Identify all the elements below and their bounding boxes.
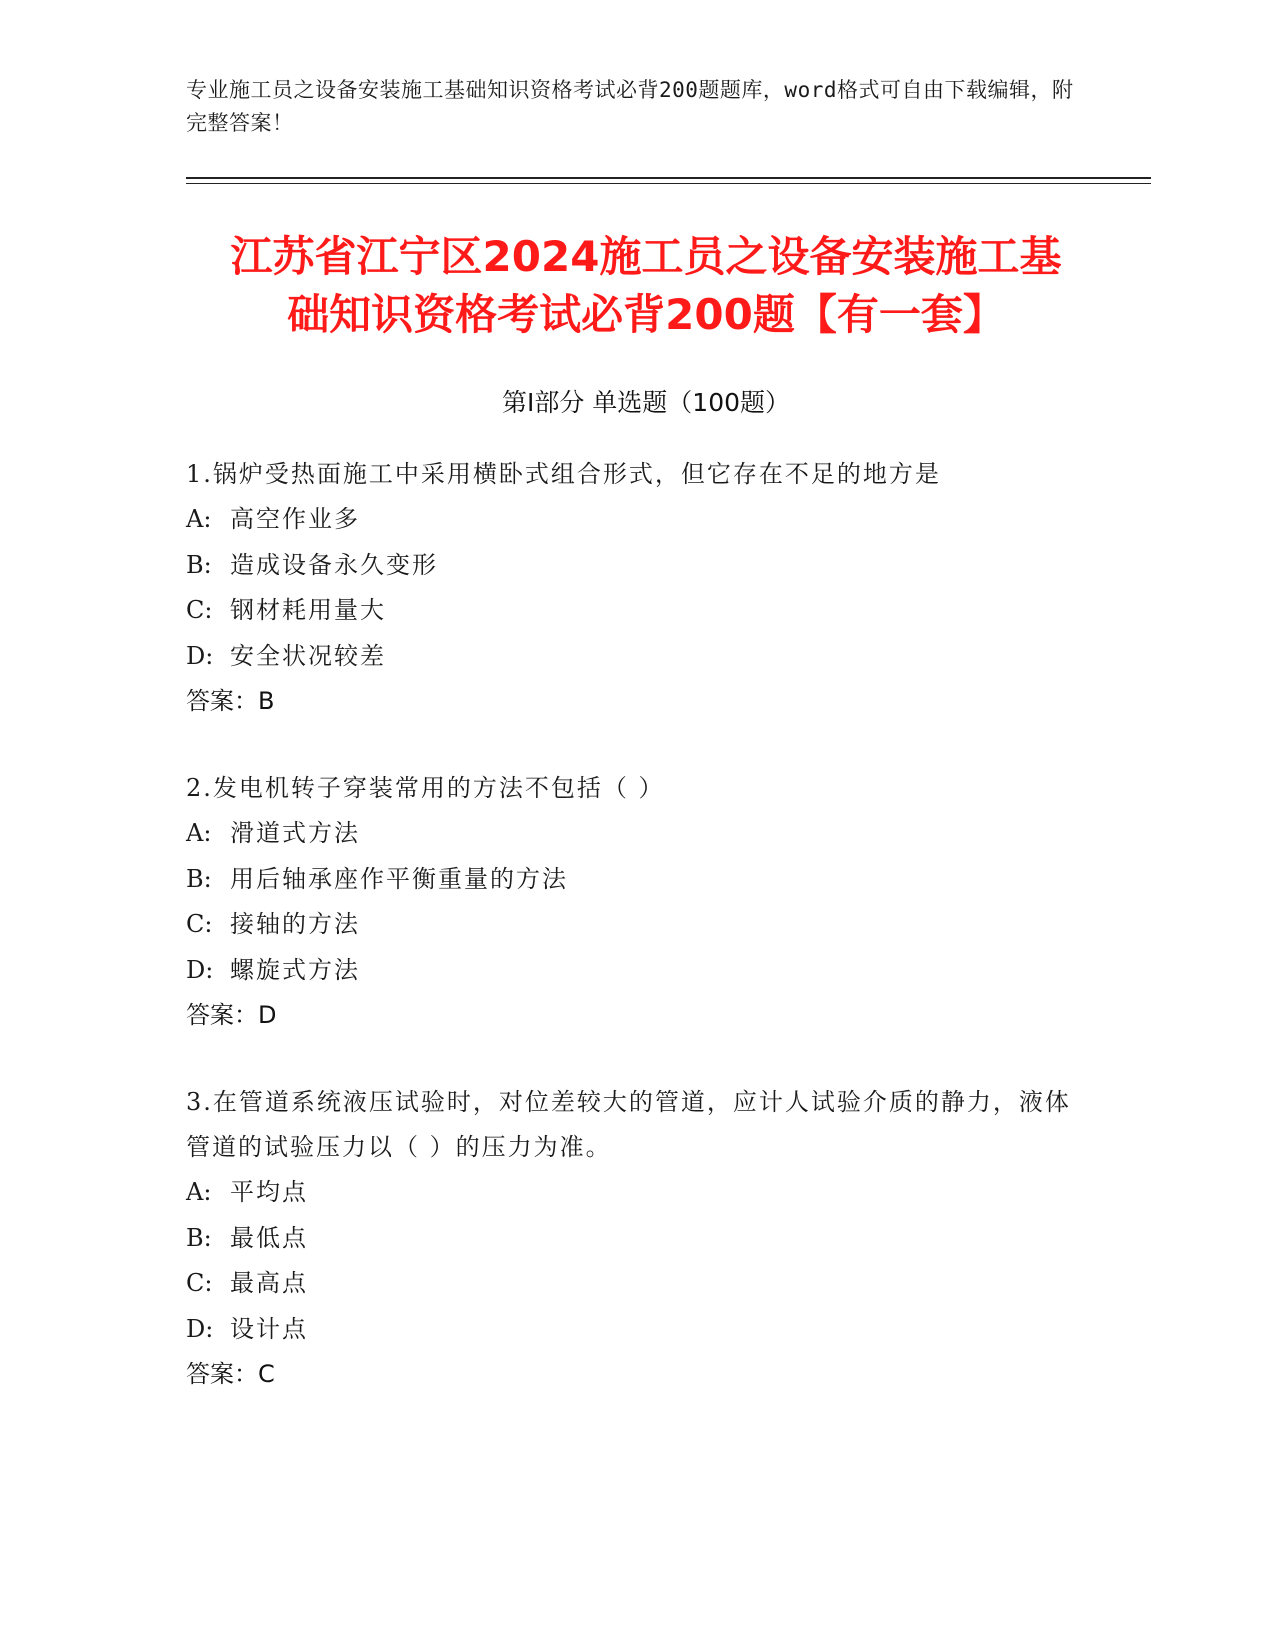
question-stem: 3.在管道系统液压试验时，对位差较大的管道，应计人试验介质的静力，液体管道的试验压力以（ ）的压力为准。 <box>186 1088 1071 1161</box>
answer: 答案：D <box>186 1001 277 1029</box>
option-text: 造成设备永久变形 <box>230 550 438 579</box>
option-text: 最高点 <box>230 1269 308 1297</box>
question-stem: 1.锅炉受热面施工中采用横卧式组合形式，但它存在不足的地方是 <box>186 460 941 488</box>
question-2 <box>186 766 1086 1038</box>
option-text: 最低点 <box>230 1223 308 1252</box>
option-a <box>186 811 1086 857</box>
question-stem: 2.发电机转子穿装常用的方法不包括（ ） <box>186 774 665 802</box>
option-key: B: <box>186 864 212 893</box>
header-divider-thin <box>186 183 1151 184</box>
option-a <box>186 1170 1086 1216</box>
title-line-2: 础知识资格考试必背200题【有一套】 <box>287 290 1005 339</box>
option-d <box>186 634 1086 680</box>
option-text: 螺旋式方法 <box>230 955 360 984</box>
option-key: D: <box>186 641 214 670</box>
option-key: A: <box>186 819 212 847</box>
option-key: C: <box>186 596 213 624</box>
option-key: D: <box>186 955 214 984</box>
option-key: A: <box>186 1178 212 1206</box>
option-text: 滑道式方法 <box>230 819 360 847</box>
question-3 <box>186 1080 1086 1397</box>
option-text: 安全状况较差 <box>230 641 386 670</box>
option-key: A: <box>186 505 212 533</box>
option-c <box>186 902 1086 948</box>
option-b <box>186 857 1086 903</box>
option-c <box>186 588 1086 634</box>
option-d <box>186 1307 1086 1353</box>
option-key: C: <box>186 910 213 938</box>
option-d <box>186 948 1086 994</box>
question-1 <box>186 452 1086 724</box>
option-key: B: <box>186 550 212 579</box>
option-text: 用后轴承座作平衡重量的方法 <box>230 864 568 893</box>
answer: 答案：C <box>186 1360 275 1388</box>
option-a <box>186 497 1086 543</box>
title-line-1: 江苏省江宁区2024施工员之设备安装施工基 <box>230 232 1062 281</box>
option-text: 钢材耗用量大 <box>230 596 386 624</box>
option-text: 高空作业多 <box>230 505 360 533</box>
option-text: 平均点 <box>230 1178 308 1206</box>
section-heading: 第Ⅰ部分 单选题（100题） <box>501 388 791 417</box>
option-text: 设计点 <box>230 1314 308 1343</box>
option-key: B: <box>186 1223 212 1252</box>
option-key: C: <box>186 1269 213 1297</box>
header-divider-thick <box>186 177 1151 179</box>
header-note: 专业施工员之设备安装施工基础知识资格考试必背200题题库，word格式可自由下载编辑，附完整答案！ <box>186 78 1074 135</box>
option-b <box>186 1216 1086 1262</box>
option-text: 接轴的方法 <box>230 910 360 938</box>
option-key: D: <box>186 1314 214 1343</box>
document-title <box>186 228 1106 344</box>
answer: 答案：B <box>186 687 275 715</box>
option-c <box>186 1261 1086 1307</box>
option-b <box>186 543 1086 589</box>
